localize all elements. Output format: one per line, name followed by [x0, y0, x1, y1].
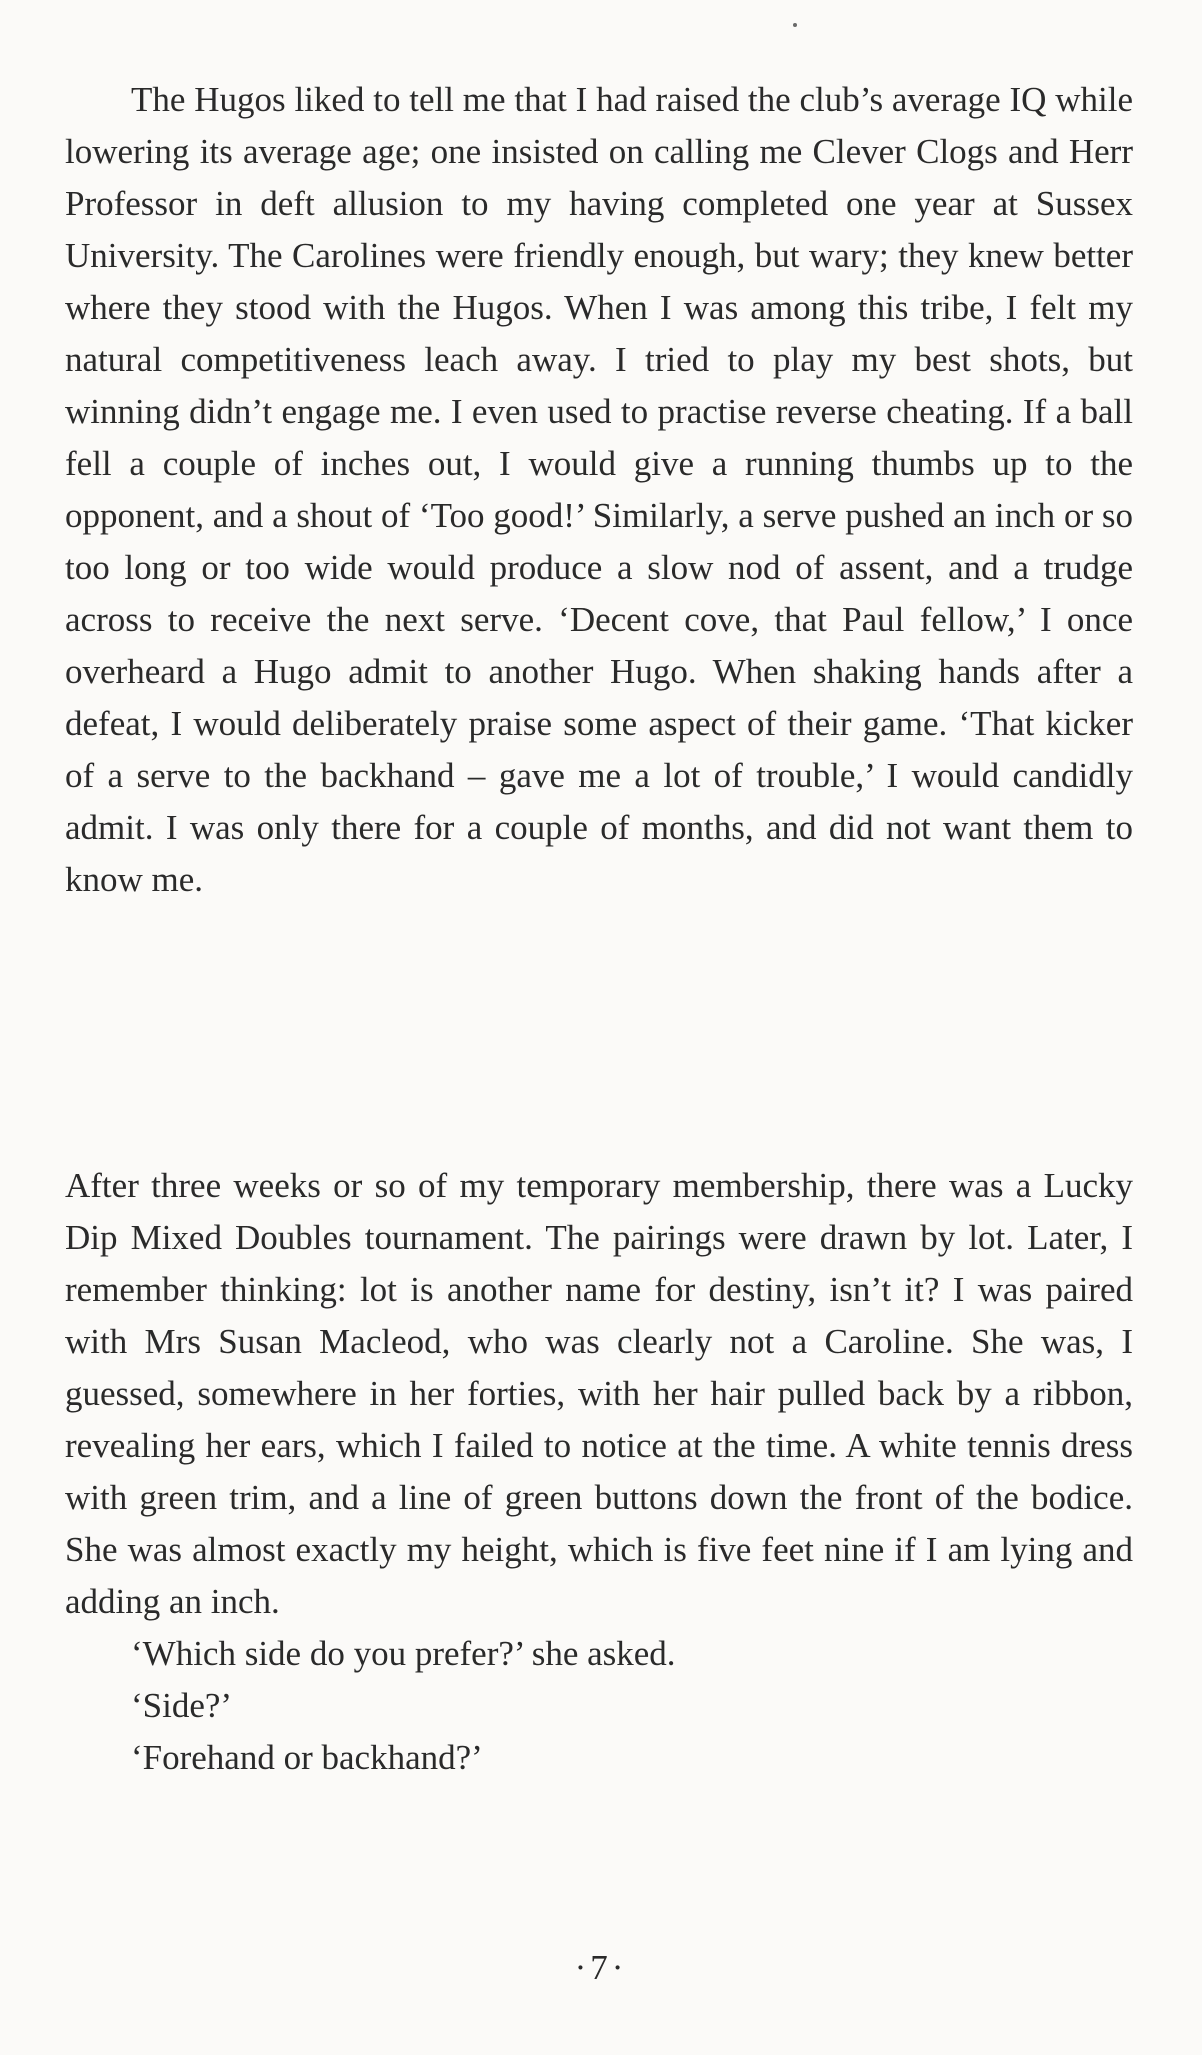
dialogue-line: ‘Forehand or backhand?’: [131, 1738, 483, 1777]
print-speck: [793, 23, 797, 27]
text-block-bottom: [65, 1160, 1133, 1784]
dialogue-line: ‘Which side do you prefer?’ she asked.: [131, 1634, 676, 1673]
paragraph-hugos: The Hugos liked to tell me that I had raised the club’s average IQ while lowering its average age; one insisted on calling me Clever Clogs and Herr Professor in deft allusion to my having completed one year at Sussex University. The Carolines were friendly enough, but wary; they knew better where they stood with the Hugos. When I was among this tribe, I felt my natural competitiveness leach away. I tried to play my best shots, but winning didn’t engage me. I even used to practise reverse cheating. If a ball fell a couple of inches out, I would give a running thumbs up to the opponent, and a shout of ‘Too good!’ Similarly, a serve pushed an inch or so too long or too wide would produce a slow nod of assent, and a trudge across to receive the next serve. ‘Decent cove, that Paul fellow,’ I once overheard a Hugo admit to another Hugo. When shaking hands after a defeat, I would deliberately praise some aspect of their game. ‘That kicker of a serve to the backhand – gave me a lot of trouble,’ I would candidly admit. I was only there for a couple of months, and did not want them to know me.: [65, 80, 1133, 899]
page-number: ·7·: [574, 1948, 628, 1987]
dialogue-line: ‘Side?’: [131, 1686, 233, 1725]
text-block-top: [65, 74, 1133, 906]
paragraph-tournament: After three weeks or so of my temporary membership, there was a Lucky Dip Mixed Doubles tournament. The pairings were drawn by lot. Later, I remember thinking: lot is another name for destiny, isn’t it? I was paired with Mrs Susan Macleod, who was clearly not a Caroline. She was, I guessed, somewhere in her forties, with her hair pulled back by a ribbon, revealing her ears, which I failed to notice at the time. A white tennis dress with green trim, and a line of green buttons down the front of the bodice. She was almost exactly my height, which is five feet nine if I am lying and adding an inch.: [65, 1166, 1133, 1621]
